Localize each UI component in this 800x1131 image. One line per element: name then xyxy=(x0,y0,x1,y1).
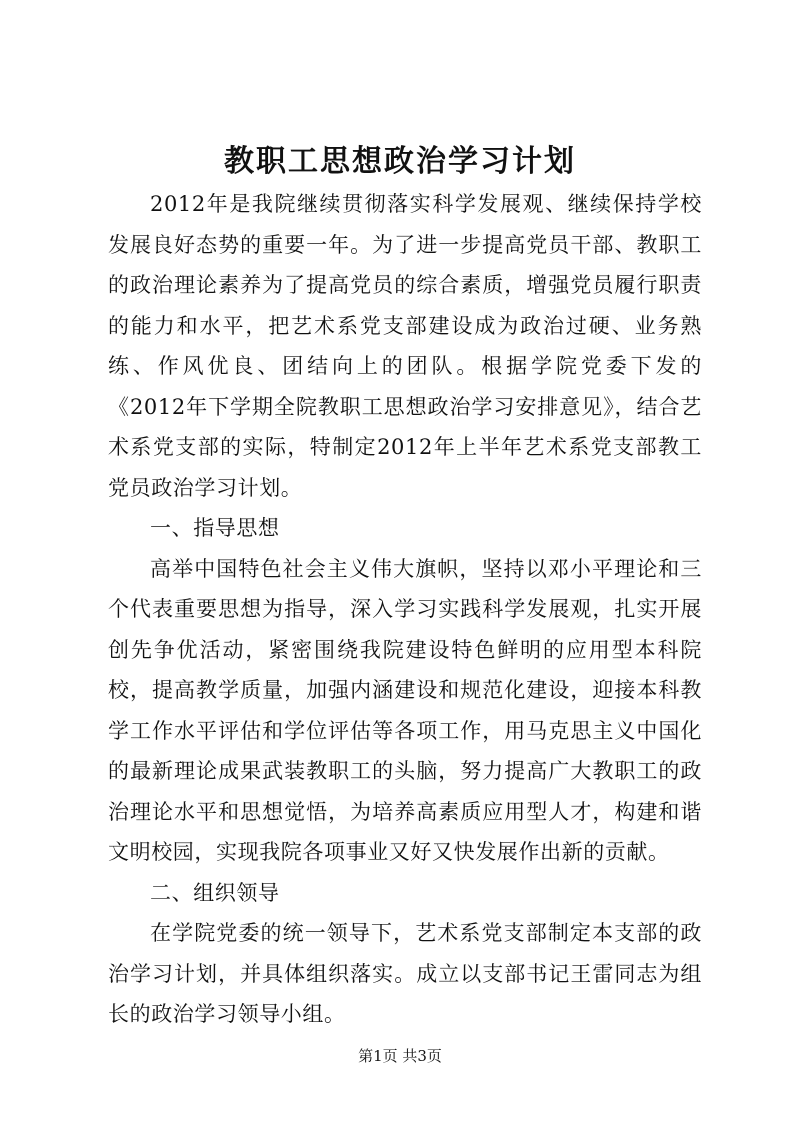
section-paragraph-organization: 在学院党委的统一领导下，艺术系党支部制定本支部的政治学习计划，并具体组织落实。成立以支部书记王雷同志为组长的政治学习领导小组。 xyxy=(108,921,702,1026)
section-paragraph-guiding-ideology: 高举中国特色社会主义伟大旗帜，坚持以邓小平理论和三个代表重要思想为指导，深入学习实践科学发展观，扎实开展创先争优活动，紧密围绕我院建设特色鲜明的应用型本科院校，提高教学质量，加强内涵建设和规范化建设，迎接本科教学工作水平评估和学位评估等各项工作，用马克思主义中国化的最新理论成果武装教职工的头脑，努力提高广大教职工的政治理论水平和思想觉悟，为培养高素质应用型人才，构建和谐文明校园，实现我院各项事业又好又快发展作出新的贡献。 xyxy=(108,556,702,864)
document-title: 教职工思想政治学习计划 xyxy=(224,144,576,179)
intro-paragraph: 2012年是我院继续贯彻落实科学发展观、继续保持学校发展良好态势的重要一年。为了进一步提高党员干部、教职工的政治理论素养为了提高党员的综合素质，增强党员履行职责的能力和水平，把艺术系党支部建设成为政治过硬、业务熟练、作风优良、团结向上的团队。根据学院党委下发的《2012年下学期全院教职工思想政治学习安排意见》，结合艺术系党支部的实际，特制定2012年上半年艺术系党支部教工党员政治学习计划。 xyxy=(108,192,702,500)
section-heading-guiding-ideology: 一、指导思想 xyxy=(150,516,280,540)
section-heading-organization: 二、组织领导 xyxy=(150,880,280,905)
document-body xyxy=(108,184,702,1035)
page-footer: 第1页 共3页 xyxy=(358,1047,442,1065)
